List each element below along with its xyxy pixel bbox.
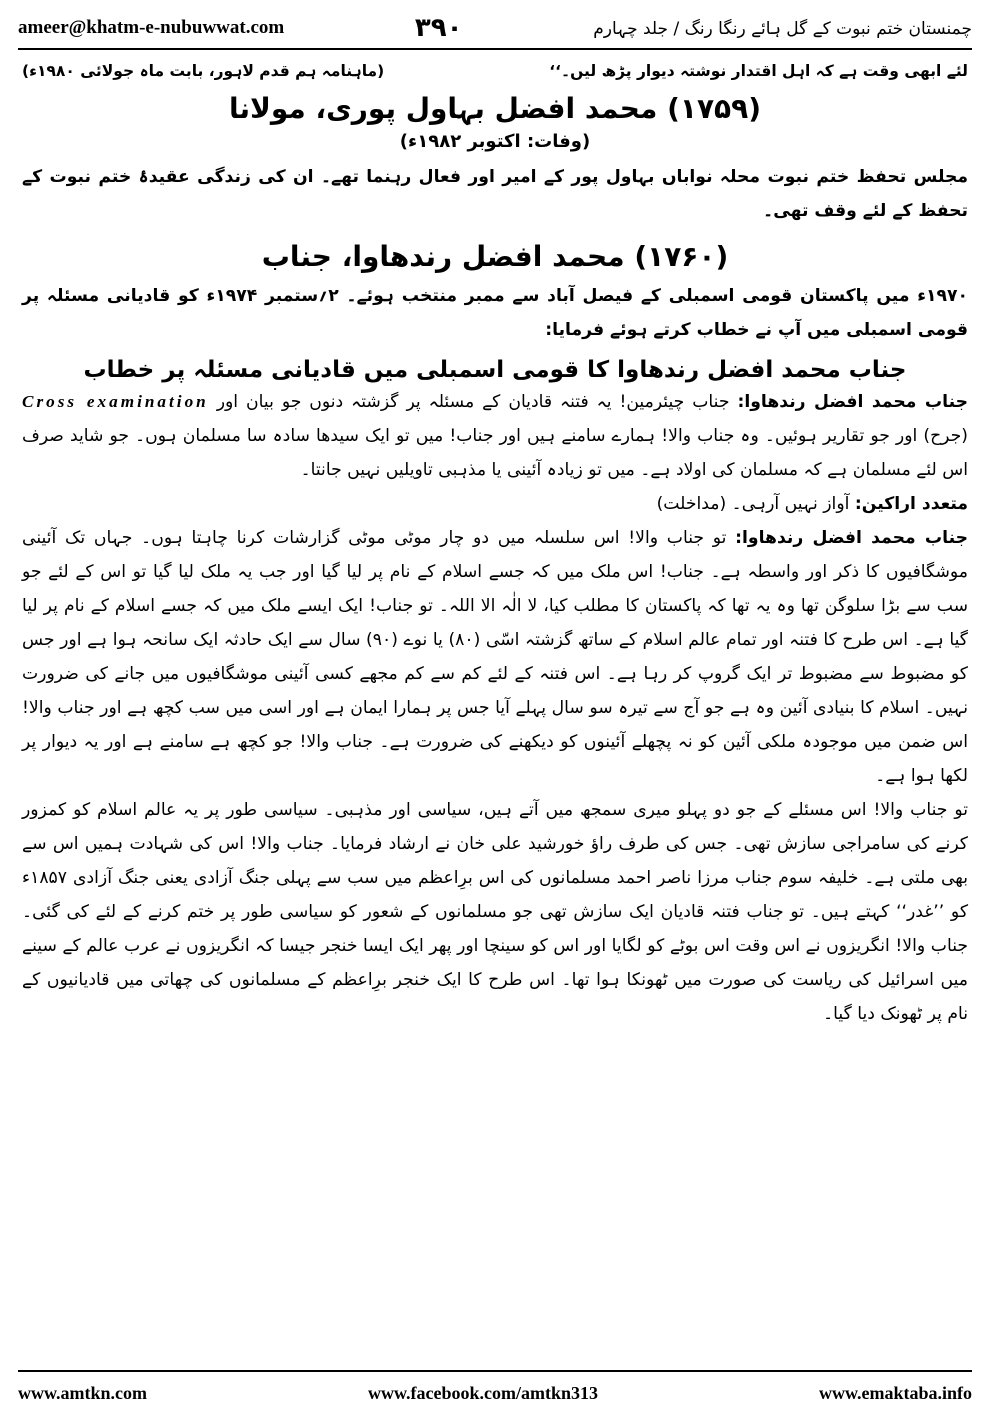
header-email: ameer@khatm-e-nubuwwat.com — [18, 17, 285, 38]
paragraph-text: آواز نہیں آرہی۔ (مداخلت) — [656, 494, 850, 514]
speech-paragraph-4: تو جناب والا! اس مسئلے کے جو دو پہلو میری سمجھ میں آتے ہیں، سیاسی اور مذہبی۔ سیاسی طور پر یہ عالم اسلام کو کمزور کرنے کی سامراجی سازش تھی۔ جس کی طرف راؤ خورشید علی خان نے ارشاد فرمایا۔ جناب والا! اس کی شہادت ہمیں اس سے بھی ملتی ہے۔ خلیفہ سوم جناب مرزا ناصر احمد مسلمانوں کی اس برِاعظم میں سب سے پہلی جنگ آزادی یعنی جنگ آزادی ۱۸۵۷ء کو ’’غدر‘‘ کہتے ہیں۔ تو جناب فتنہ قادیان ایک سازش تھی جو مسلمانوں کے شعور کو سیاسی طور پر ختم کرنے کے لئے کی گئی۔ جناب والا! انگریزوں نے اس وقت اس بوٹے کو لگایا اور اس کو سینچا اور پھر ایک ایسا خنجر جیسا کہ انگریزوں نے عرب عالم کے سینے میں اسرائیل کی ریاست کی صورت میں ٹھونکا ہوا تھا۔ اس طرح کا ایک خنجر برِاعظم کے مسلمانوں کی چھاتی میں قادیانیوں کے نام پر ٹھونک دیا گیا۔ — [22, 800, 968, 1024]
entry-1760-heading: (۱۷۶۰) محمد افضل رندھاوا، جناب — [261, 240, 729, 273]
page-footer — [18, 1370, 972, 1414]
entry-1759-heading: (۱۷۵۹) محمد افضل بہاول پوری، مولانا — [228, 92, 762, 125]
page-header — [18, 8, 972, 50]
book-title: چمنستان ختم نبوت کے گل ہائے رنگا رنگ / جلد چہارم — [593, 18, 972, 39]
paragraph-text: (جرح) اور جو تقاریر ہوئیں۔ وہ جناب والا! ہمارے سامنے ہیں اور جناب! میں تو ایک سیدھا سادہ سا مسلمان ہوں۔ جو شاید صرف اس لئے مسلمان ہے کہ مسلمان کی اولاد ہے۔ میں تو زیادہ آئینی یا مذہبی تاویلیں نہیں جانتا۔ — [22, 426, 968, 480]
footer-link-center[interactable]: www.facebook.com/amtkn313 — [367, 1382, 598, 1403]
page-content — [22, 62, 968, 1350]
footer-link-right[interactable]: www.emaktaba.info — [818, 1382, 972, 1403]
speaker-name: متعدد اراکین: — [854, 494, 968, 514]
speech-paragraph-3 — [22, 521, 968, 793]
entry-1760-intro: ۱۹۷۰ء میں پاکستان قومی اسمبلی کے فیصل آباد سے ممبر منتخب ہوئے۔ ۲؍ستمبر ۱۹۷۴ء کو قادیانی مسئلہ پر قومی اسمبلی میں آپ نے خطاب کرتے ہوئے فرمایا: — [22, 286, 968, 340]
paragraph-text: تو جناب والا! اس سلسلہ میں دو چار موٹی موٹی گزارشات کرنا چاہتا ہوں۔ جہاں تک آئینی موشگافیوں کا ذکر اور واسطہ ہے۔ جناب! اس ملک میں کہ جسے اسلام کے نام پر لیا گیا اور جب یہ ملک لیا گیا تو اس کے لئے جو سب سے بڑا سلوگن تھا وہ یہ تھا کہ پاکستان کا مطلب کیا، لا الٰہ الا اللہ۔ تو جناب! ایک ایسے ملک میں کہ جسے اسلام کے نام پر لیا گیا ہے۔ اس طرح کا فتنہ اور تمام عالم اسلام کے ساتھ گزشتہ اسّی (۸۰) یا نوے (۹۰) سال سے ایک حادثہ ایک سانحہ ہوا ہے اور جس کو مضبوط سے مضبوط تر ایک گروپ کر رہا ہے۔ اس فتنہ کے لئے کم سے کم مجھے کسی آئینی موشگافیوں میں جانے کی ضرورت نہیں۔ اسلام کا بنیادی آئین وہ ہے جو آج سے تیرہ سو سال پہلے آیا جس پر ہمارا ایمان ہے اور اسی میں سب کچھ ہے اور جناب والا! اس ضمن میں موجودہ ملکی آئین کو نہ پچھلے آئینوں کو دیکھنے کی ضرورت ہے۔ جناب والا! جو کچھ ہے سامنے ہے اور یہ دیوار پر لکھا ہوا ہے۔ — [22, 528, 968, 786]
speaker-name: جناب محمد افضل رندھاوا: — [737, 392, 969, 412]
speech-paragraph-1 — [22, 385, 968, 487]
speech-title: جناب محمد افضل رندھاوا کا قومی اسمبلی میں قادیانی مسئلہ پر خطاب — [83, 357, 907, 383]
speaker-name: جناب محمد افضل رندھاوا: — [735, 528, 969, 548]
page-number: ۳۹۰ — [414, 13, 463, 43]
entry-1759-death: (وفات: اکتوبر ۱۹۸۲ء) — [399, 131, 591, 152]
footer-link-left[interactable]: www.amtkn.com — [18, 1382, 147, 1403]
speech-paragraph-2 — [22, 487, 968, 521]
paragraph-text: جناب چیئرمین! یہ فتنہ قادیان کے مسئلہ پر گزشتہ دنوں جو بیان اور — [216, 392, 730, 412]
top-quote: لئے ابھی وقت ہے کہ اہل اقتدار نوشتہ دیوار پڑھ لیں۔‘‘ — [549, 62, 968, 80]
entry-1759-body: مجلس تحفظ ختم نبوت محلہ نواباں بہاول پور کے امیر اور فعال رہنما تھے۔ ان کی زندگی عقیدۂ ختم نبوت کے تحفظ کے لئے وقف تھی۔ — [22, 167, 968, 221]
top-source: (ماہنامہ ہم قدم لاہور، بابت ماہ جولائی ۱۹۸۰ء) — [22, 62, 385, 80]
latin-term: Cross examination — [22, 392, 209, 411]
top-reference-line — [22, 62, 968, 80]
